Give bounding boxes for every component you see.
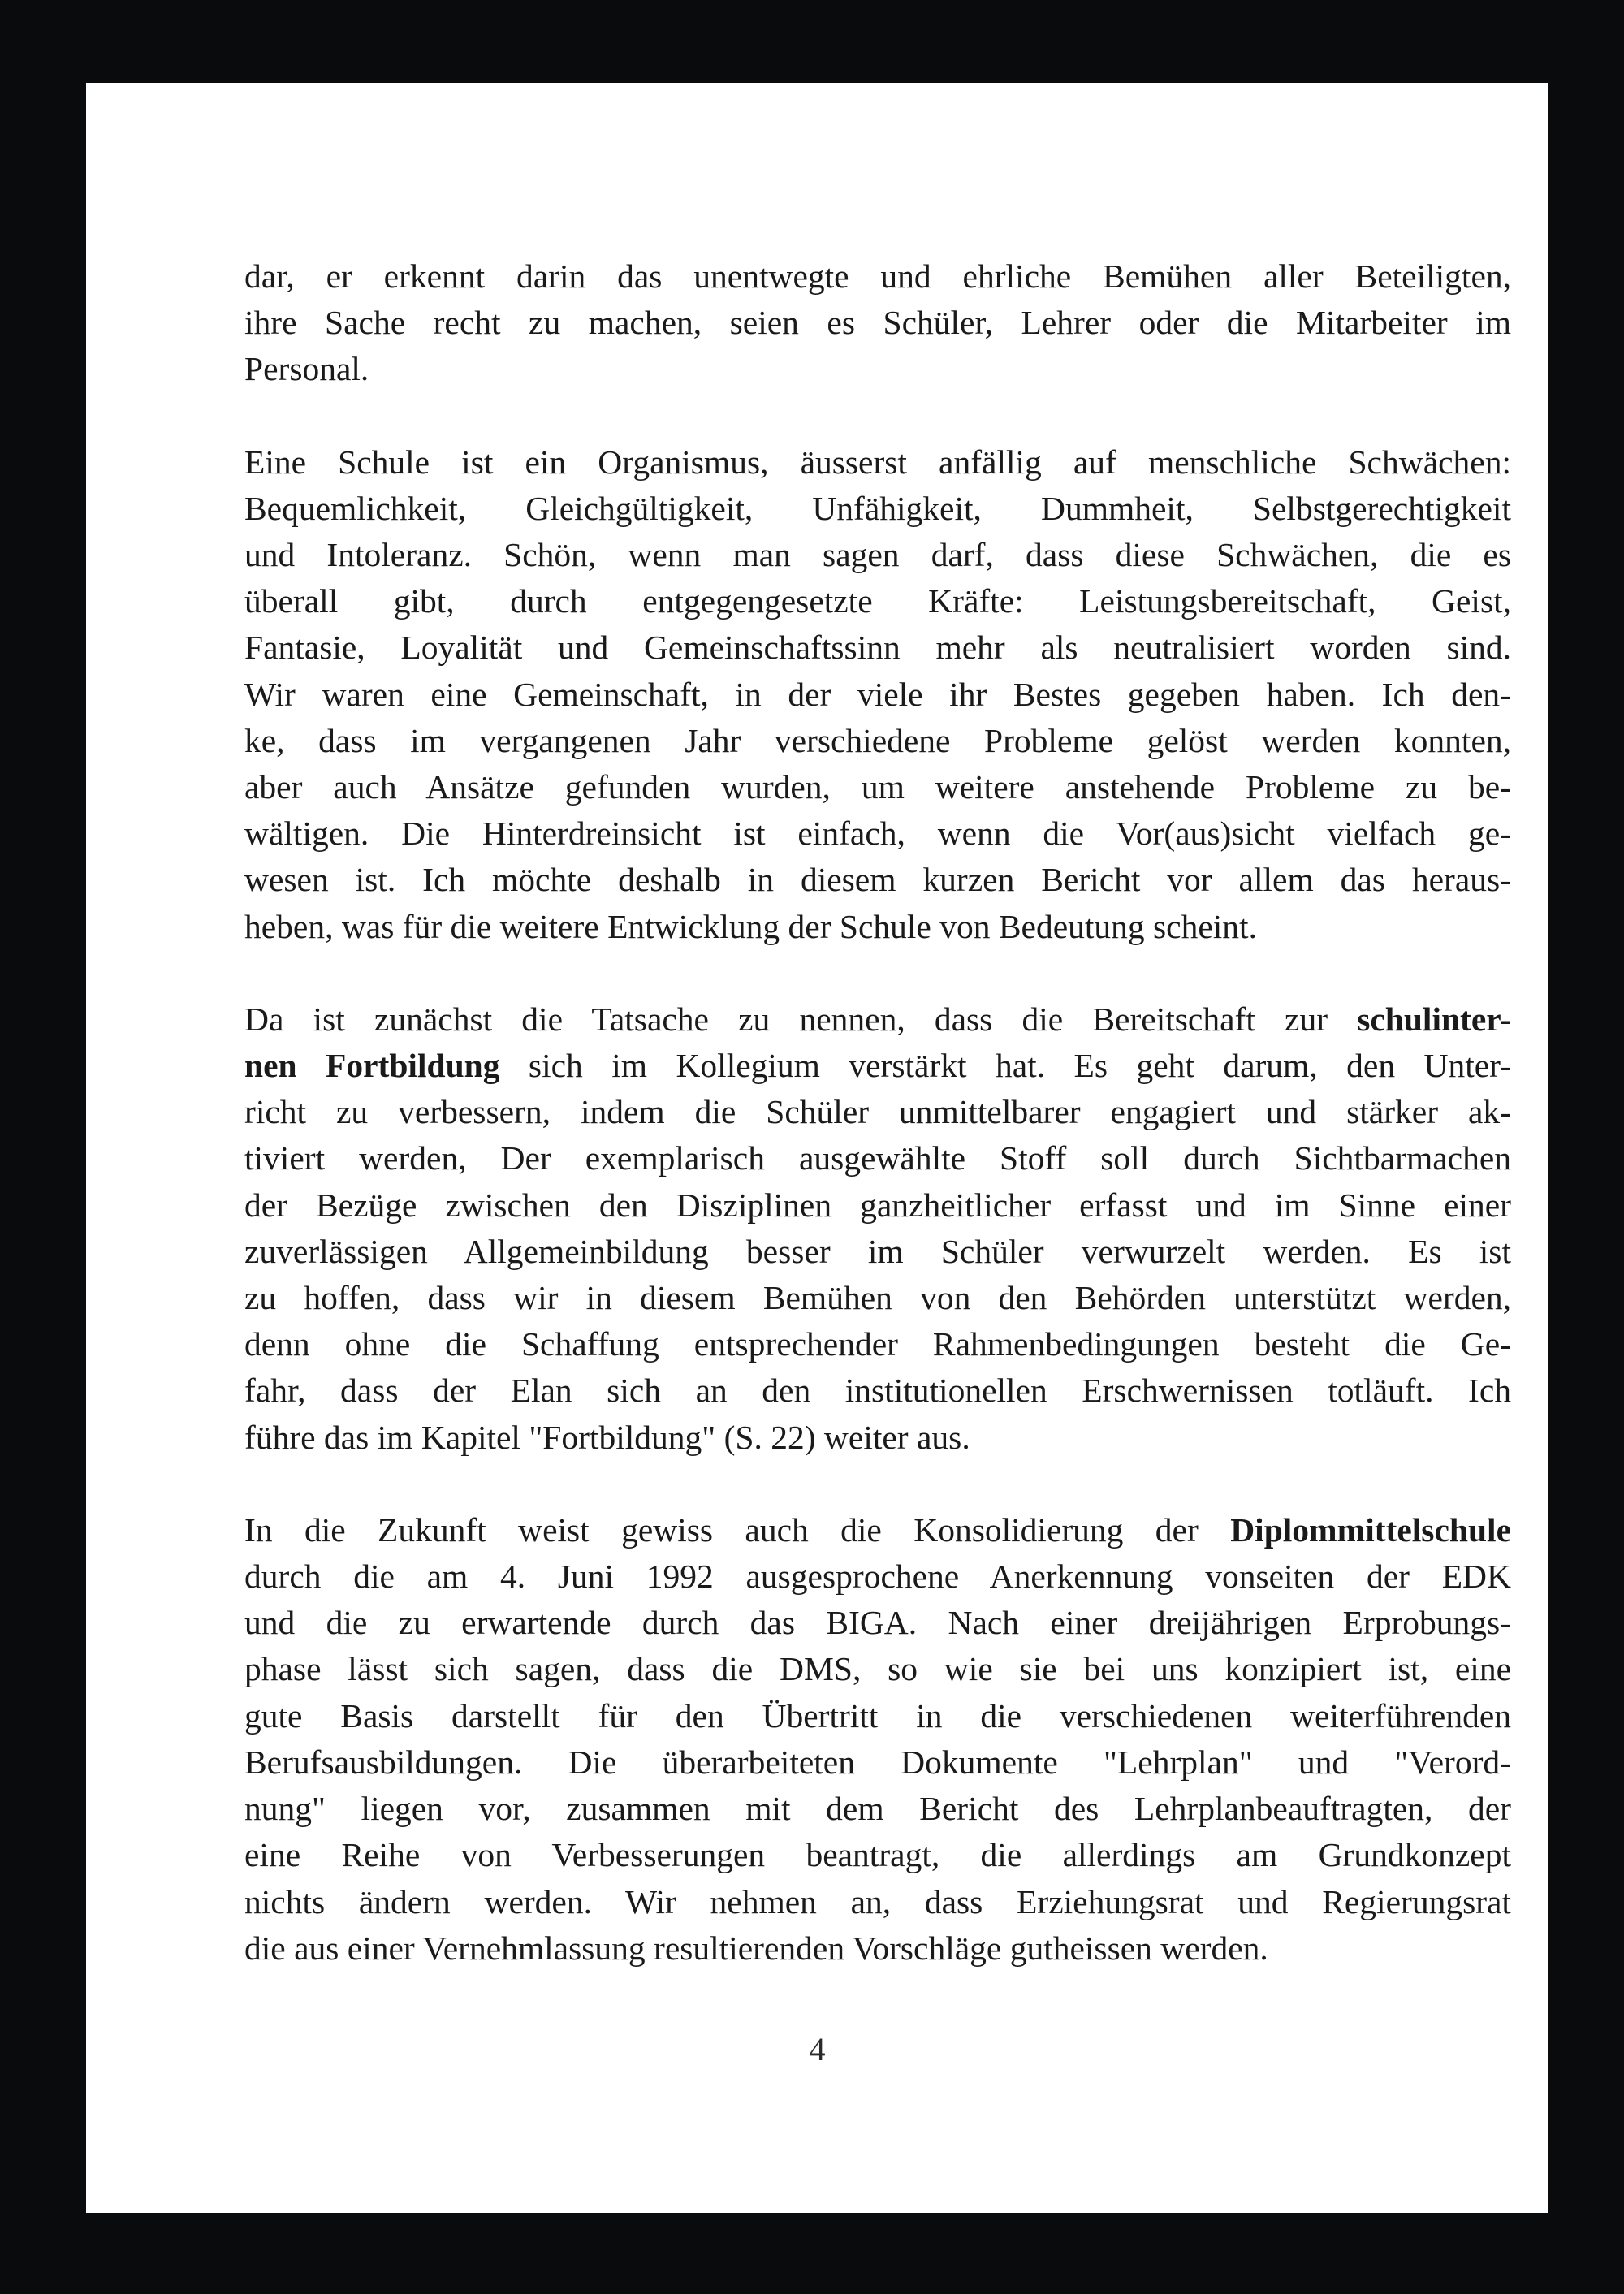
text-line: dar, er erkennt darin das unentwegte und ehrliche Bemühen aller Beteiligten, (244, 257, 1511, 295)
page-number: 4 (809, 2031, 826, 2067)
document-page (86, 83, 1548, 2213)
text-run: Da ist zunächst die Tatsache zu nennen, dass die Bereitschaft zur (244, 1000, 1358, 1038)
paragraph-3 (244, 996, 1511, 1461)
text-line (244, 996, 1511, 1043)
text-line: überall gibt, durch entgegengesetzte Kräfte: Leistungsbereitschaft, Geist, (244, 582, 1511, 620)
paragraph-1 (244, 253, 1511, 393)
text-line: heben, was für die weitere Entwicklung der Schule von Bedeutung scheint. (244, 907, 1257, 945)
text-line: phase lässt sich sagen, dass die DMS, so wie sie bei uns konzipiert ist, eine (244, 1650, 1511, 1688)
text-line: ke, dass im vergangenen Jahr verschiedene Probleme gelöst werden konnten, (244, 721, 1511, 759)
text-line: Wir waren eine Gemeinschaft, in der viele ihr Bestes gegeben haben. Ich den- (244, 675, 1511, 713)
text-line: Berufsausbildungen. Die überarbeiteten Dokumente "Lehrplan" und "Verord- (244, 1743, 1511, 1781)
text-line: führe das im Kapitel "Fortbildung" (S. 22) weiter aus. (244, 1418, 970, 1456)
text-line: zuverlässigen Allgemeinbildung besser im Schüler verwurzelt werden. Es ist (244, 1232, 1511, 1270)
text-line (244, 1043, 1511, 1089)
text-line: Personal. (244, 350, 369, 388)
text-line: die aus einer Vernehmlassung resultierenden Vorschläge gutheissen werden. (244, 1929, 1268, 1967)
text-line: durch die am 4. Juni 1992 ausgesprochene Anerkennung vonseiten der EDK (244, 1557, 1511, 1596)
text-run: sich im Kollegium verstärkt hat. Es geht darum, den Unter- (499, 1047, 1511, 1085)
text-line: und Intoleranz. Schön, wenn man sagen darf, dass diese Schwächen, die es (244, 536, 1511, 574)
emphasis-fortbildung: nen Fortbildung (244, 1047, 500, 1085)
text-line: wältigen. Die Hinterdreinsicht ist einfach, wenn die Vor(aus)sicht vielfach ge- (244, 814, 1511, 853)
emphasis-schulinternen: schulinter- (1357, 1000, 1511, 1038)
paragraph-4 (244, 1507, 1511, 1972)
text-line: der Bezüge zwischen den Disziplinen ganzheitlicher erfasst und im Sinne einer (244, 1186, 1511, 1224)
text-line: aber auch Ansätze gefunden wurden, um weitere anstehende Probleme zu be- (244, 768, 1511, 806)
text-line: fahr, dass der Elan sich an den institutionellen Erschwernissen totläuft. Ich (244, 1372, 1511, 1410)
text-line: Eine Schule ist ein Organismus, äusserst anfällig auf menschliche Schwächen: (244, 443, 1511, 481)
text-line: richt zu verbessern, indem die Schüler unmittelbarer engagiert und stärker ak- (244, 1093, 1511, 1131)
text-line: wesen ist. Ich möchte deshalb in diesem kurzen Bericht vor allem das heraus- (244, 861, 1511, 899)
text-line: denn ohne die Schaffung entsprechender Rahmenbedingungen besteht die Ge- (244, 1325, 1511, 1363)
body-text (244, 253, 1511, 2018)
text-line: Fantasie, Loyalität und Gemeinschaftssinn mehr als neutralisiert worden sind. (244, 629, 1511, 667)
text-line: tiviert werden, Der exemplarisch ausgewählte Stoff soll durch Sichtbarmachen (244, 1139, 1511, 1177)
text-line: zu hoffen, dass wir in diesem Bemühen von den Behörden unterstützt werden, (244, 1279, 1511, 1317)
emphasis-diplommittelschule: Diplommittelschule (1230, 1510, 1511, 1549)
text-line: und die zu erwartende durch das BIGA. Nach einer dreijährigen Erprobungs- (244, 1604, 1511, 1642)
text-run: In die Zukunft weist gewiss auch die Konsolidierung der (244, 1510, 1231, 1549)
text-line: nung" liegen vor, zusammen mit dem Bericht des Lehrplanbeauftragten, der (244, 1790, 1511, 1828)
text-line: eine Reihe von Verbesserungen beantragt, die allerdings am Grundkonzept (244, 1836, 1511, 1874)
paragraph-2 (244, 439, 1511, 950)
text-line (244, 1507, 1511, 1553)
text-line: gute Basis darstellt für den Übertritt in die verschiedenen weiterführenden (244, 1696, 1511, 1735)
text-line: Bequemlichkeit, Gleichgültigkeit, Unfähigkeit, Dummheit, Selbstgerechtigkeit (244, 489, 1511, 527)
text-line: nichts ändern werden. Wir nehmen an, dass Erziehungsrat und Regierungsrat (244, 1882, 1511, 1920)
text-line: ihre Sache recht zu machen, seien es Schüler, Lehrer oder die Mitarbeiter im (244, 304, 1511, 342)
